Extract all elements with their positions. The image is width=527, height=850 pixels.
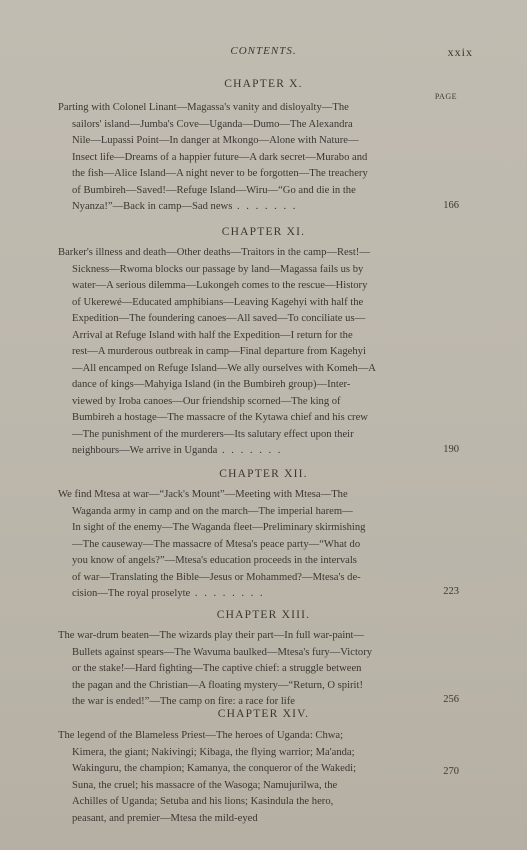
entry-line: In sight of the enemy—The Waganda fleet—Preliminary skirmishing [72, 522, 366, 533]
page-column-label: PAGE [434, 92, 457, 101]
page-reference: 190 [443, 444, 459, 455]
chapter-heading: CHAPTER XI. [221, 226, 306, 238]
entry-line: dance of kings—Mahyiga Island (in the Bumbireh group)—Inter- [72, 379, 351, 390]
page-reference: 270 [443, 766, 459, 777]
entry-line: Nile—Lupassi Point—In danger at Mkongo—Alone with Nature— [72, 135, 359, 146]
entry-line: peasant, and premier—Mtesa the mild-eyed [72, 812, 258, 824]
page-reference: 223 [443, 586, 459, 597]
chapter-entry [58, 487, 365, 603]
chapter-entry [58, 245, 376, 460]
entry-line: Achilles of Uganda; Setuba and his lions; Kasindula the hero, [72, 796, 334, 807]
entry-line: water—A serious dilemma—Lukongeh comes to the rescue—History [72, 280, 368, 291]
entry-line: of Bumbireh—Saved!—Refuge Island—Wiru—“Go and die in the [72, 184, 356, 196]
entry-line: Bullets against spears—The Wavuma baulked—Mtesa's fury—Victory [72, 646, 373, 658]
entry-line: The legend of the Blameless Priest—The heroes of Uganda: Chwa; [58, 730, 344, 741]
chapter-heading: CHAPTER XIV. [217, 708, 310, 720]
entry-line: the pagan and the Christian—A floating mystery—“Return, O spirit! [72, 679, 363, 691]
chapter-entry [58, 628, 372, 711]
entry-line: Arrival at Refuge Island with half the Expedition—I return for the [72, 329, 353, 341]
chapter-heading: CHAPTER XII. [219, 468, 308, 480]
entry-line: sailors' island—Jumba's Cove—Uganda—Dumo—The Alexandra [72, 118, 353, 130]
running-head-page-number: xxix [447, 45, 473, 59]
entry-line: Sickness—Rwoma blocks our passage by land—Magassa fails us by [72, 263, 364, 275]
entry-line: Insect life—Dreams of a happier future—A dark secret—Murabo and [72, 151, 368, 163]
entry-line: viewed by Iroba canoes—Our friendship scorned—The king of [72, 395, 341, 407]
entry-line: Nyanza!”—Back in camp—Sad news [72, 201, 233, 212]
entry-line: Kimera, the giant; Nakivingi; Kibaga, the flying warrior; Ma'anda; [72, 746, 355, 758]
entry-line: —All encamped on Refuge Island—We ally ourselves with Komeh—A [72, 362, 376, 374]
entry-line: the war is ended!”—The camp on fire: a race for life [72, 696, 295, 707]
dot-leader: . . . . . . . [217, 445, 283, 456]
entry-line: Suna, the cruel; his massacre of the Wasoga; Namujurilwa, the [72, 779, 338, 791]
chapter-entry [58, 728, 356, 827]
entry-line: or the stake!—Hard fighting—The captive chief: a struggle between [72, 663, 362, 674]
entry-line: Barker's illness and death—Other deaths—Traitors in the camp—Rest!— [58, 247, 370, 258]
page-reference: 256 [443, 694, 459, 705]
entry-line: Parting with Colonel Linant—Magassa's vanity and disloyalty—The [58, 102, 349, 113]
entry-line: We find Mtesa at war—“Jack's Mount”—Meeting with Mtesa—The [58, 489, 348, 500]
chapter-heading: CHAPTER X. [224, 78, 303, 90]
entry-line: Bumbireh a hostage—The massacre of the Kytawa chief and his crew [72, 412, 368, 423]
page-reference: 166 [443, 200, 459, 211]
entry-line: Waganda army in camp and on the march—The imperial harem— [72, 505, 353, 517]
entry-line: cision—The royal proselyte [72, 588, 191, 599]
entry-line: The war-drum beaten—The wizards play their part—In full war-paint— [58, 630, 365, 641]
running-head [0, 45, 527, 61]
entry-line: neighbours—We arrive in Uganda [72, 445, 218, 456]
entry-line: of war—Translating the Bible—Jesus or Mohammed?—Mtesa's de- [72, 571, 361, 583]
entry-line: rest—A murderous outbreak in camp—Final departure from Kagehyi [72, 346, 366, 357]
running-head-title: CONTENTS. [230, 45, 297, 57]
entry-line: —The punishment of the murderers—Its salutary effect upon their [72, 428, 354, 440]
entry-line: the fish—Alice Island—A night never to be forgotten—The treachery [72, 168, 368, 179]
entry-line: you know of angels?”—Mtesa's education proceeds in the intervals [72, 555, 357, 566]
entry-line: Expedition—The foundering canoes—All saved—To conciliate us— [72, 313, 366, 324]
entry-line: Wakinguru, the champion; Kamanya, the conqueror of the Wakedi; [72, 763, 357, 774]
entry-line: of Ukerewé—Educated amphibians—Leaving Kagehyi with half the [72, 296, 364, 308]
chapter-heading: CHAPTER XIII. [216, 609, 311, 621]
entry-line: —The causeway—The massacre of Mtesa's peace party—“What do [72, 538, 361, 550]
dot-leader: . . . . . . . . [190, 588, 265, 599]
dot-leader: . . . . . . . [232, 201, 298, 212]
chapter-entry [58, 100, 368, 216]
